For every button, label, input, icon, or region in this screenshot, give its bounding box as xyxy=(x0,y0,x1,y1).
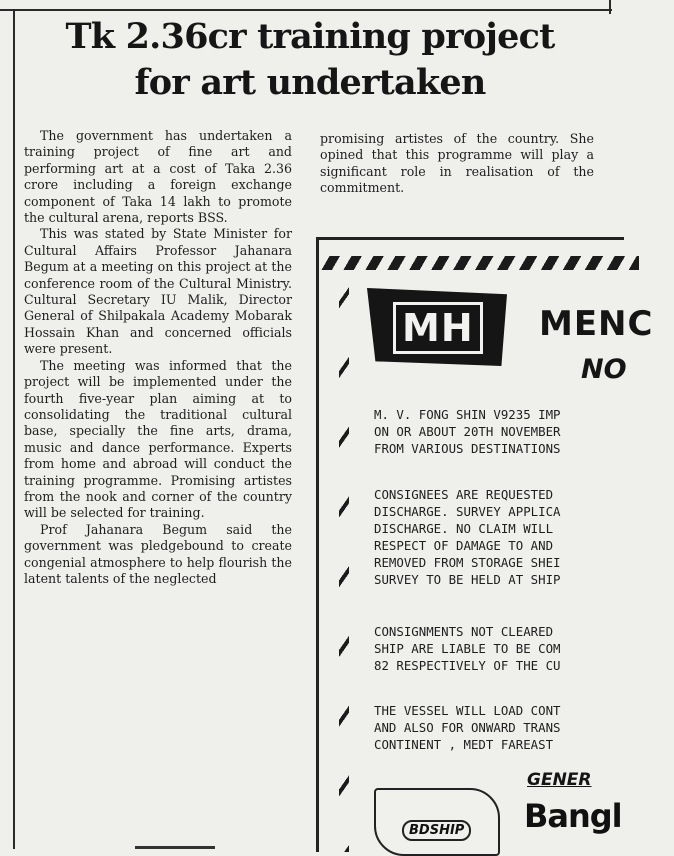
ad-left-stripes xyxy=(339,270,349,852)
ad-line: DISCHARGE. NO CLAIM WILL xyxy=(374,521,554,536)
paragraph: Prof Jahanara Begum said the government was pledgebound to create congenial atmosphere to help flourish the latent talents of the neglected xyxy=(24,521,292,586)
ad-line: REMOVED FROM STORAGE SHEI xyxy=(374,555,561,570)
ad-line: CONSIGNMENTS NOT CLEARED xyxy=(374,624,554,639)
ad-subtitle: NO xyxy=(581,354,627,385)
logo-letters: MH xyxy=(393,302,483,354)
paragraph: This was stated by State Minister for Cultural Affairs Professor Jahanara Begum at a meeting on this project at the conference room of the Cultural Ministry. Cultural Secretary IU Malik, Director General of Shilpakala Academy Mobarak Hossain Khan and concerned officials were present. xyxy=(24,226,292,357)
article-column-1 xyxy=(24,128,292,587)
ad-title: MENC xyxy=(539,304,654,344)
headline-line-2: for art undertaken xyxy=(134,62,486,103)
top-rule xyxy=(0,9,612,11)
headline-line-1: Tk 2.36cr training project xyxy=(65,16,555,57)
ad-line: DISCHARGE. SURVEY APPLICA xyxy=(374,504,561,519)
article-column-2 xyxy=(320,131,594,197)
paragraph: The government has undertaken a training project of fine art and performing art at a cost of Taka 2.36 crore including a foreign exchange component of Taka 14 lakh to promote the cultural arena, reports BSS. xyxy=(24,128,292,226)
ad-text-block-2 xyxy=(374,486,674,588)
ad-line: AND ALSO FOR ONWARD TRANS xyxy=(374,720,561,735)
bottom-rule xyxy=(135,846,215,849)
ad-text-block-1 xyxy=(374,406,674,457)
right-rule xyxy=(609,0,611,14)
ad-line: SHIP ARE LIABLE TO BE COM xyxy=(374,641,561,656)
left-rule xyxy=(13,9,15,849)
ad-line: CONSIGNEES ARE REQUESTED xyxy=(374,487,554,502)
ad-line: M. V. FONG SHIN V9235 IMP xyxy=(374,407,561,422)
ad-text-block-3 xyxy=(374,623,674,674)
bdship-logo-text: BDSHIP xyxy=(402,820,471,841)
ad-brand: Bangl xyxy=(524,797,622,835)
ad-footer-label: GENER xyxy=(527,770,592,790)
paragraph: promising artistes of the country. She opined that this programme will play a significant role in realisation of the commitment. xyxy=(320,131,594,196)
headline xyxy=(20,14,600,106)
ad-line: SURVEY TO BE HELD AT SHIP xyxy=(374,572,561,587)
ad-line: 82 RESPECTIVELY OF THE CU xyxy=(374,658,561,673)
shipping-advertisement xyxy=(316,237,654,852)
paragraph: The meeting was informed that the project will be implemented under the fourth five-year plan aiming at to consolidating the traditional cultural base, specially the fine arts, drama, music and dance performance. Experts from home and abroad will conduct the training programme. Promising artistes from the nook and corner of the country will be selected for training. xyxy=(24,357,292,521)
ad-line: THE VESSEL WILL LOAD CONT xyxy=(374,703,561,718)
ad-line: RESPECT OF DAMAGE TO AND xyxy=(374,538,554,553)
ad-line: FROM VARIOUS DESTINATIONS xyxy=(374,441,561,456)
ad-line: CONTINENT , MEDT FAREAST xyxy=(374,737,554,752)
ad-text-block-4 xyxy=(374,702,674,753)
ad-line: ON OR ABOUT 20TH NOVEMBER xyxy=(374,424,561,439)
ad-top-stripes xyxy=(319,256,639,270)
